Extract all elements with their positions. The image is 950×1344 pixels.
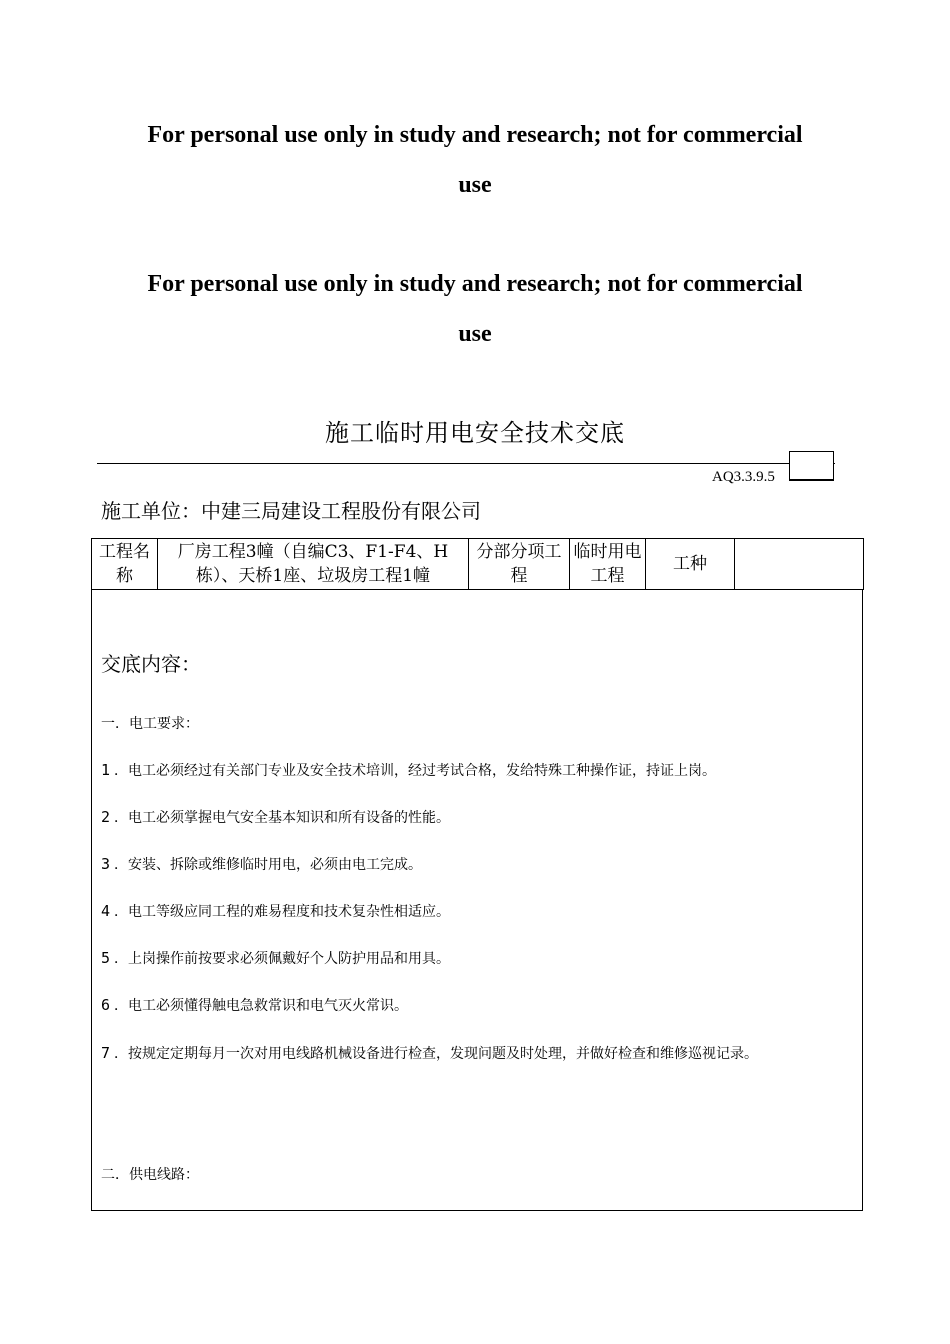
disclaimer-line: For personal use only in study and research; not for commercial <box>147 122 803 148</box>
list-item <box>101 992 853 1019</box>
disclaimer-line: For personal use only in study and research; not for commercial <box>147 271 803 297</box>
item-number: 6 <box>101 996 111 1014</box>
item-number: 5 <box>101 949 111 967</box>
content-heading: 交底内容： <box>101 652 201 676</box>
trade-label: 工种 <box>646 539 735 590</box>
list-item <box>101 945 853 972</box>
document-title: 施工临时用电安全技术交底 <box>325 419 625 447</box>
project-info-table <box>91 538 864 590</box>
item-number: 3 <box>101 855 111 873</box>
item-number: 4 <box>101 902 111 920</box>
item-text: ．按规定定期每月一次对用电线路机械设备进行检查，发现问题及时处理，并做好检查和维修巡视记录。 <box>114 1046 759 1062</box>
section-1-title: 一．电工要求： <box>101 716 199 732</box>
item-number: 2 <box>101 808 111 826</box>
table-row <box>92 539 864 590</box>
item-number: 7 <box>101 1044 111 1062</box>
list-item <box>101 851 853 878</box>
sub-project-label: 分部分项工程 <box>469 539 570 590</box>
document-code: AQ3.3.9.5 <box>712 469 775 485</box>
section-2-title: 二．供电线路： <box>101 1167 199 1183</box>
disclaimer-line: use <box>458 172 492 198</box>
item-number: 1 <box>101 761 111 779</box>
item-text: ．电工必须掌握电气安全基本知识和所有设备的性能。 <box>114 810 451 826</box>
trade-value <box>735 539 864 590</box>
item-text: ．电工等级应同工程的难易程度和技术复杂性相适应。 <box>114 904 451 920</box>
project-name-label: 工程名称 <box>92 539 158 590</box>
code-box <box>789 451 834 481</box>
item-text: ．电工必须懂得触电急救常识和电气灭火常识。 <box>114 998 409 1014</box>
sub-project-value: 临时用电工程 <box>570 539 646 590</box>
item-text: ．上岗操作前按要求必须佩戴好个人防护用品和用具。 <box>114 951 451 967</box>
list-item <box>101 1040 853 1067</box>
construction-unit: 施工单位：中建三局建设工程股份有限公司 <box>101 499 481 523</box>
list-item <box>101 898 853 925</box>
disclaimer-line: use <box>458 321 492 347</box>
item-text: ．电工必须经过有关部门专业及安全技术培训，经过考试合格，发给特殊工种操作证，持证上岗。 <box>114 763 717 779</box>
project-name-value: 厂房工程3幢（自编C3、F1-F4、H栋）、天桥1座、垃圾房工程1幢 <box>158 539 469 590</box>
list-item <box>101 804 853 831</box>
title-divider <box>97 463 835 464</box>
item-text: ．安装、拆除或维修临时用电，必须由电工完成。 <box>114 857 423 873</box>
list-item <box>101 757 853 784</box>
